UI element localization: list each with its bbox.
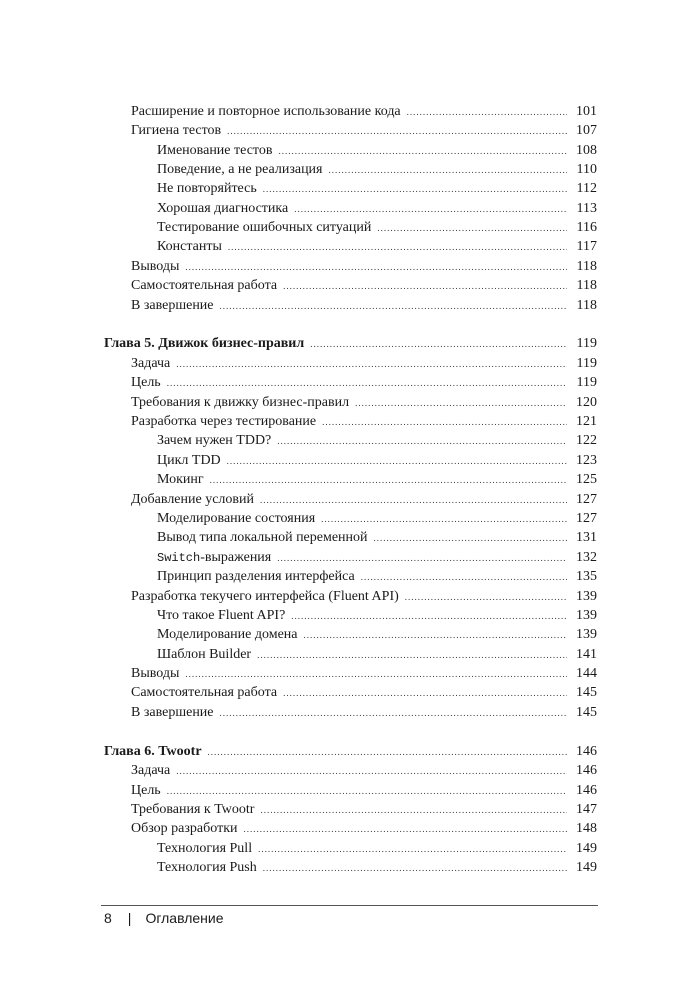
dot-leader	[277, 549, 567, 568]
toc-entry	[131, 761, 597, 780]
toc-entry-page: 119	[576, 356, 597, 371]
dot-leader	[257, 646, 567, 665]
toc-entry-page: 120	[576, 395, 597, 410]
footer-section-title: Оглавление	[145, 910, 224, 926]
toc-entry	[131, 800, 597, 819]
toc-entry	[131, 819, 597, 838]
toc-entry	[131, 102, 597, 121]
dot-leader	[228, 238, 567, 257]
chapter-title: Глава 6. Twootr	[104, 744, 202, 759]
toc-entry-page: 107	[576, 123, 597, 138]
toc-entry-title: Задача	[131, 356, 171, 371]
toc-entry-page: 135	[576, 569, 597, 584]
toc-entry-page: 118	[576, 298, 597, 313]
toc-entry-title: Требования к Twootr	[131, 802, 255, 817]
toc-entry-title: Разработка текучего интерфейса (Fluent API)	[131, 589, 399, 604]
toc-entry-page: 131	[576, 530, 597, 545]
dot-leader	[220, 704, 567, 723]
toc-entry-title: Мокинг	[157, 472, 204, 487]
toc-entry-title: Цель	[131, 375, 161, 390]
toc-entry-page: 145	[576, 685, 597, 700]
dot-leader	[167, 374, 567, 393]
toc-entry	[131, 781, 597, 800]
toc-entry	[131, 354, 597, 373]
toc-entry-page: 125	[576, 472, 597, 487]
toc-entry-page: 147	[576, 802, 597, 817]
dot-leader	[374, 529, 567, 548]
dot-leader	[361, 568, 567, 587]
toc-entry-title: Технология Pull	[157, 841, 253, 856]
toc-entry	[157, 470, 597, 489]
dot-leader	[167, 782, 567, 801]
dot-leader	[227, 452, 567, 471]
footer-divider	[101, 905, 598, 906]
dot-leader	[329, 161, 568, 180]
toc-entry-title: Самостоятельная работа	[131, 278, 278, 293]
toc-entry	[157, 858, 597, 877]
toc-entry-title: Требования к движку бизнес-правил	[131, 395, 350, 410]
toc-entry-title: Выводы	[131, 259, 180, 274]
toc-entry	[157, 548, 597, 567]
toc-entry	[157, 218, 597, 237]
toc-entry-page: 121	[576, 414, 597, 429]
toc-entry	[131, 373, 597, 392]
toc-entry	[131, 412, 597, 431]
toc-entry-page: 123	[576, 453, 597, 468]
toc-entry	[157, 509, 597, 528]
toc-entry-page: 144	[576, 666, 597, 681]
toc-entry-title: Зачем нужен TDD?	[157, 433, 272, 448]
toc-entry	[157, 179, 597, 198]
dot-leader	[377, 219, 567, 238]
dot-leader	[210, 471, 567, 490]
dot-leader	[263, 859, 567, 878]
dot-leader	[185, 258, 567, 277]
toc-entry-title: Поведение, а не реализация	[157, 162, 323, 177]
toc-entry-page: 112	[576, 181, 597, 196]
toc-entry-page: 116	[576, 220, 597, 235]
toc-entry-page: 119	[576, 375, 597, 390]
toc-entry-page: 146	[576, 763, 597, 778]
dot-leader	[283, 684, 567, 703]
dot-leader	[304, 626, 568, 645]
dot-leader	[263, 180, 567, 199]
toc-entry	[157, 431, 597, 450]
toc-entry	[131, 276, 597, 295]
toc-entry-title: Константы	[157, 239, 222, 254]
page-footer	[104, 910, 224, 926]
toc-entry-page: 139	[576, 608, 597, 623]
toc-entry-title: Выводы	[131, 666, 180, 681]
dot-leader	[176, 762, 567, 781]
toc-entry-page: 149	[576, 841, 597, 856]
toc-entry	[131, 296, 597, 315]
toc-entry-page: 132	[576, 550, 597, 565]
toc-entry-page: 145	[576, 705, 597, 720]
dot-leader	[260, 491, 567, 510]
toc-entry-title: Моделирование состояния	[157, 511, 316, 526]
toc-entry-page: 149	[576, 860, 597, 875]
toc-entry	[157, 625, 597, 644]
toc-entry-page: 148	[576, 821, 597, 836]
toc-entry-title: В завершение	[131, 705, 214, 720]
toc-entry-page: 117	[576, 239, 597, 254]
toc-entry-page: 110	[576, 162, 597, 177]
toc-entry-title: Принцип разделения интерфейса	[157, 569, 355, 584]
toc-entry	[157, 567, 597, 586]
toc-entry-title: Обзор разработки	[131, 821, 238, 836]
toc-entry	[131, 703, 597, 722]
toc-entry	[157, 160, 597, 179]
toc-entry	[131, 257, 597, 276]
toc-entry-title: Расширение и повторное использование кода	[131, 104, 401, 119]
dot-leader	[322, 413, 567, 432]
toc-entry-page: 122	[576, 433, 597, 448]
toc-entry-title: Самостоятельная работа	[131, 685, 278, 700]
toc-entry	[131, 587, 597, 606]
dot-leader	[244, 820, 568, 839]
toc-entry-page: 139	[576, 627, 597, 642]
dot-leader	[355, 394, 567, 413]
toc-entry-page: 141	[576, 647, 597, 662]
toc-entry-title: Разработка через тестирование	[131, 414, 317, 429]
toc-entry	[131, 393, 597, 412]
toc-entry	[131, 664, 597, 683]
toc-entry-title: В завершение	[131, 298, 214, 313]
toc-entry	[157, 839, 597, 858]
toc-entry	[131, 683, 597, 702]
toc-entry	[157, 141, 597, 160]
dot-leader	[185, 665, 567, 684]
toc-entry-title: Гигиена тестов	[131, 123, 222, 138]
toc-entry	[157, 237, 597, 256]
dot-leader	[405, 588, 567, 607]
toc-entry-title: Вывод типа локальной переменной	[157, 530, 368, 545]
toc-entry-title: Цикл TDD	[157, 453, 221, 468]
toc-entry	[157, 451, 597, 470]
toc-entry-title: Задача	[131, 763, 171, 778]
dot-leader	[321, 510, 567, 529]
footer-separator: |	[127, 910, 132, 926]
dot-leader	[294, 200, 567, 219]
dot-leader	[260, 801, 567, 820]
toc-entry-title: Хорошая диагностика	[157, 201, 289, 216]
toc-entry-title: Цель	[131, 783, 161, 798]
dot-leader	[278, 142, 567, 161]
toc-entry-page: 108	[576, 143, 597, 158]
toc-entry	[131, 121, 597, 140]
toc-chapter	[104, 742, 597, 761]
footer-page-number: 8	[104, 910, 112, 926]
toc-entry-title	[157, 548, 277, 568]
toc-entry-title: Шаблон Builder	[157, 647, 252, 662]
dot-leader	[220, 297, 567, 316]
toc-entry	[157, 606, 597, 625]
toc-entry	[157, 528, 597, 547]
toc-entry-page: 118	[576, 259, 597, 274]
toc-entry-title: Что такое Fluent API?	[157, 608, 286, 623]
code-keyword: Switch	[157, 551, 201, 565]
toc-chapter	[104, 334, 597, 353]
toc-entry-title: Тестирование ошибочных ситуаций	[157, 220, 372, 235]
toc-entry-page: 127	[576, 511, 597, 526]
dot-leader	[291, 607, 567, 626]
chapter-title: Глава 5. Движок бизнес-правил	[104, 336, 305, 351]
toc-entry-page: 139	[576, 589, 597, 604]
toc-entry	[157, 199, 597, 218]
toc-entry-page: 101	[576, 104, 597, 119]
toc-entry-title: Добавление условий	[131, 492, 255, 507]
dot-leader	[283, 277, 567, 296]
toc-entry	[131, 490, 597, 509]
dot-leader	[277, 432, 567, 451]
toc-entry-page: 146	[576, 744, 597, 759]
toc-entry-page: 127	[576, 492, 597, 507]
dot-leader	[176, 355, 567, 374]
toc-entry-title: Моделирование домена	[157, 627, 298, 642]
toc-entry-title: Именование тестов	[157, 143, 273, 158]
dot-leader	[258, 840, 567, 859]
toc-entry-title-rest: -выражения	[200, 550, 272, 565]
toc-entry-title: Технология Push	[157, 860, 257, 875]
toc-entry-page: 118	[576, 278, 597, 293]
toc-entry	[157, 645, 597, 664]
dot-leader	[310, 335, 567, 354]
toc-entry-page: 113	[576, 201, 597, 216]
toc-entry-page: 146	[576, 783, 597, 798]
dot-leader	[208, 743, 567, 762]
toc-entry-title: Не повторяйтесь	[157, 181, 257, 196]
toc-entry-page: 119	[576, 336, 597, 351]
dot-leader	[407, 103, 567, 122]
dot-leader	[227, 122, 567, 141]
